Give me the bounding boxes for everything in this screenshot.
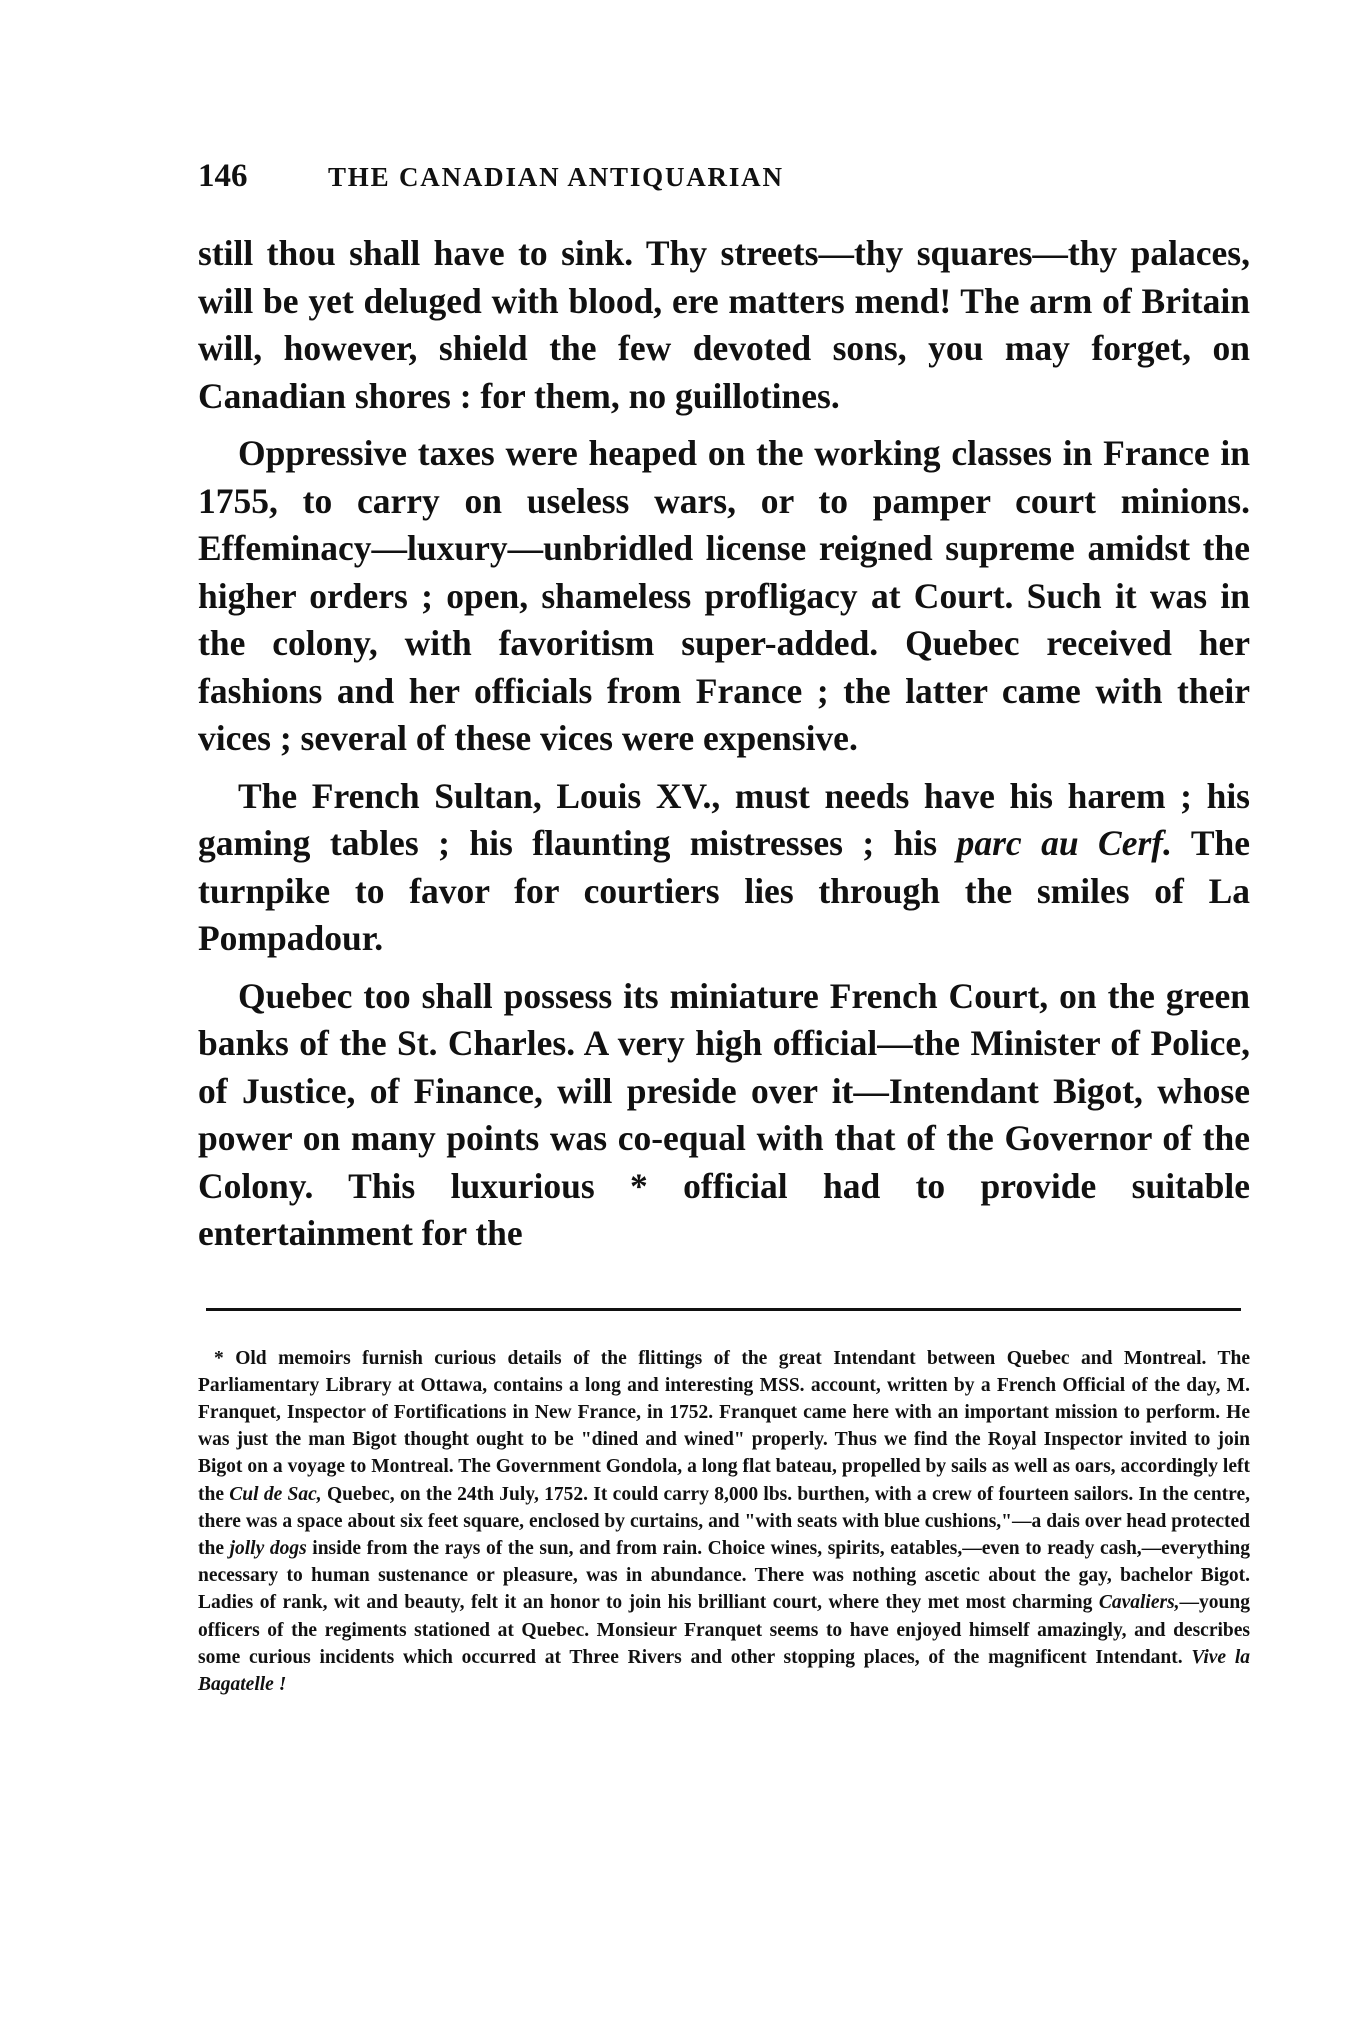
footnote-divider bbox=[206, 1308, 1241, 1311]
page-header bbox=[198, 158, 1250, 210]
footnote-text-1: * Old memoirs furnish curious details of the flittings of the great Intendant between Quebec and Montreal. The Parliamentary Library at Ottawa, contains a long and interesting MSS. account, written by a French Official of the day, M. Franquet, Inspector of Fortifications in New France, in 1752. Franquet came here with an important mission to perform. He was just the man Bigot thought ought to be "dined and wined" properly. Thus we find the Royal Inspector invited to join Bigot on a voyage to Montreal. The Government Gondola, a long flat bateau, propelled by sails as well as oars, accordingly left the bbox=[198, 1347, 1250, 1505]
main-text bbox=[198, 230, 1250, 1258]
footnote-italic-3: Cavaliers, bbox=[1098, 1592, 1180, 1614]
paragraph-3 bbox=[198, 773, 1250, 963]
paragraph-3-text-c: The turnpike to favor for courtiers lies through the smiles of La Pompadour. bbox=[198, 823, 1250, 958]
page-number: 146 bbox=[198, 158, 248, 194]
running-head: THE CANADIAN ANTIQUARIAN bbox=[328, 162, 784, 192]
book-page bbox=[198, 158, 1250, 1698]
paragraph-3-italic: parc au Cerf. bbox=[956, 823, 1172, 863]
footnote-italic-2: jolly dogs bbox=[229, 1537, 307, 1559]
footnote bbox=[198, 1345, 1250, 1699]
footnote-text-3: inside from the rays of the sun, and from rain. Choice wines, spirits, eatables,—even to ready cash,—everything necessary to human sustenance or pleasure, was in abundance. There was nothing ascetic about the gay, bachelor Bigot. Ladies of rank, wit and beauty, felt it an honor to join his brilliant court, where they met most charming bbox=[198, 1537, 1250, 1614]
paragraph-1: still thou shall have to sink. Thy streets—thy squares—thy palaces, will be yet deluged with blood, ere matters mend! The arm of Britain will, however, shield the few devoted sons, you may forget, on Canadian shores : for them, no guillotines. bbox=[198, 233, 1250, 416]
footnote-text-4: —young officers of the regiments stationed at Quebec. Monsieur Franquet seems to have enjoyed himself amazingly, and describes some curious incidents which occurred at Three Rivers and other stopping places, of the magnificent Intendant. bbox=[198, 1592, 1250, 1668]
paragraph-2: Oppressive taxes were heaped on the working classes in France in 1755, to carry on useless wars, or to pamper court minions. Effeminacy—luxury—unbridled license reigned supreme amidst the higher orders ; open, shameless profligacy at Court. Such it was in the colony, with favoritism super-added. Quebec received her fashions and her officials from France ; the latter came with their vices ; several of these vices were expensive. bbox=[198, 433, 1250, 758]
paragraph-4: Quebec too shall possess its miniature French Court, on the green banks of the St. Charles. A very high official—the Minister of Police, of Justice, of Finance, will preside over it—Intendant Bigot, whose power on many points was co-equal with that of the Governor of the Colony. This luxurious * official had to provide suitable entertainment for the bbox=[198, 975, 1250, 1253]
footnote-text-2: Quebec, on the 24th July, 1752. It could carry 8,000 lbs. burthen, with a crew of fourteen sailors. In the centre, there was a space about six feet square, enclosed by curtains, and "with seats with blue cushions,"—a dais over head protected the bbox=[198, 1483, 1250, 1559]
footnote-italic-1: Cul de Sac, bbox=[229, 1483, 322, 1505]
footnote-italic-4: Vive la Bagatelle ! bbox=[198, 1646, 1250, 1695]
paragraph-3-text-a: The French Sultan, Louis XV., must needs have his harem ; his gaming tables ; his flaunting mistresses ; his bbox=[198, 775, 1250, 863]
